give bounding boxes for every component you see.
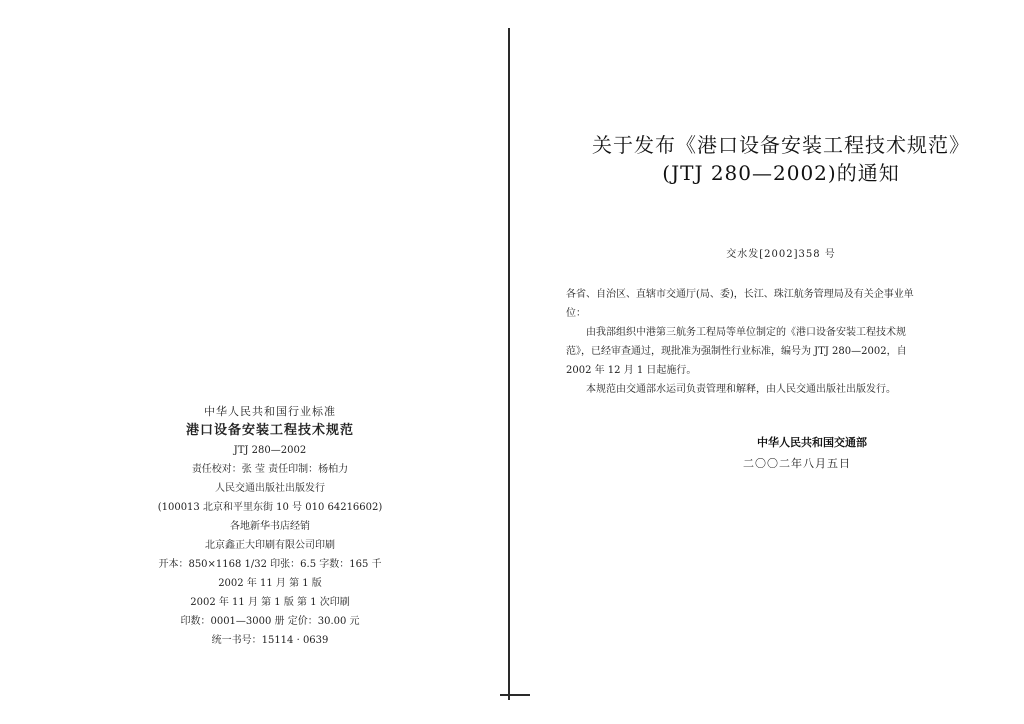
distributor-line: 各地新华书店经销 <box>230 521 310 532</box>
notice-title-line1: 关于发布《港口设备安装工程技术规范》 <box>592 133 970 157</box>
standard-code: JTJ 280—2002 <box>233 445 307 456</box>
notice-body <box>566 285 924 399</box>
publisher-line: 人民交通出版社出版发行 <box>215 483 325 494</box>
address-line: (100013 北京和平里东街 10 号 010 64216602) <box>157 502 383 513</box>
notice-title <box>571 131 991 187</box>
salutation: 各省、自治区、直辖市交通厅(局、委)，长江、珠江航务管理局及有关企事业单位： <box>566 289 914 319</box>
printer-line: 北京鑫正大印刷有限公司印刷 <box>205 540 335 551</box>
page-fold <box>508 28 510 700</box>
issuer: 中华人民共和国交通部 <box>757 436 867 449</box>
signature-block <box>743 432 913 474</box>
body-paragraph-1: 由我部组织中港第三航务工程局等单位制定的《港口设备安装工程技术规范》，已经审查通过，现批准为强制性行业标准，编号为 JTJ 280—2002，自 2002 年 12 月 1 日起施行。 <box>566 327 907 376</box>
document-number: 交水发[2002]358 号 <box>726 249 836 260</box>
left-page <box>0 0 508 724</box>
book-title: 港口设备安装工程技术规范 <box>185 423 354 438</box>
print-run-line: 印数：0001—3000 册 定价：30.00 元 <box>180 616 360 627</box>
edition-line: 2002 年 11 月 第 1 版 <box>218 578 322 589</box>
editors-line: 责任校对：张 莹 责任印制：杨柏力 <box>191 464 349 475</box>
standard-series: 中华人民共和国行业标准 <box>204 405 336 418</box>
notice-title-line2: (JTJ 280—2002)的通知 <box>662 161 900 185</box>
book-number-line: 统一书号：15114 · 0639 <box>211 635 329 646</box>
right-page <box>511 0 1024 724</box>
colophon <box>130 402 410 650</box>
format-line: 开本：850×1168 1/32 印张：6.5 字数：165 千 <box>158 559 382 570</box>
printing-line: 2002 年 11 月 第 1 版 第 1 次印刷 <box>190 597 350 608</box>
body-paragraph-2: 本规范由交通部水运司负责管理和解释，由人民交通出版社出版发行。 <box>586 384 896 395</box>
issue-date: 二〇〇二年八月五日 <box>743 457 851 470</box>
